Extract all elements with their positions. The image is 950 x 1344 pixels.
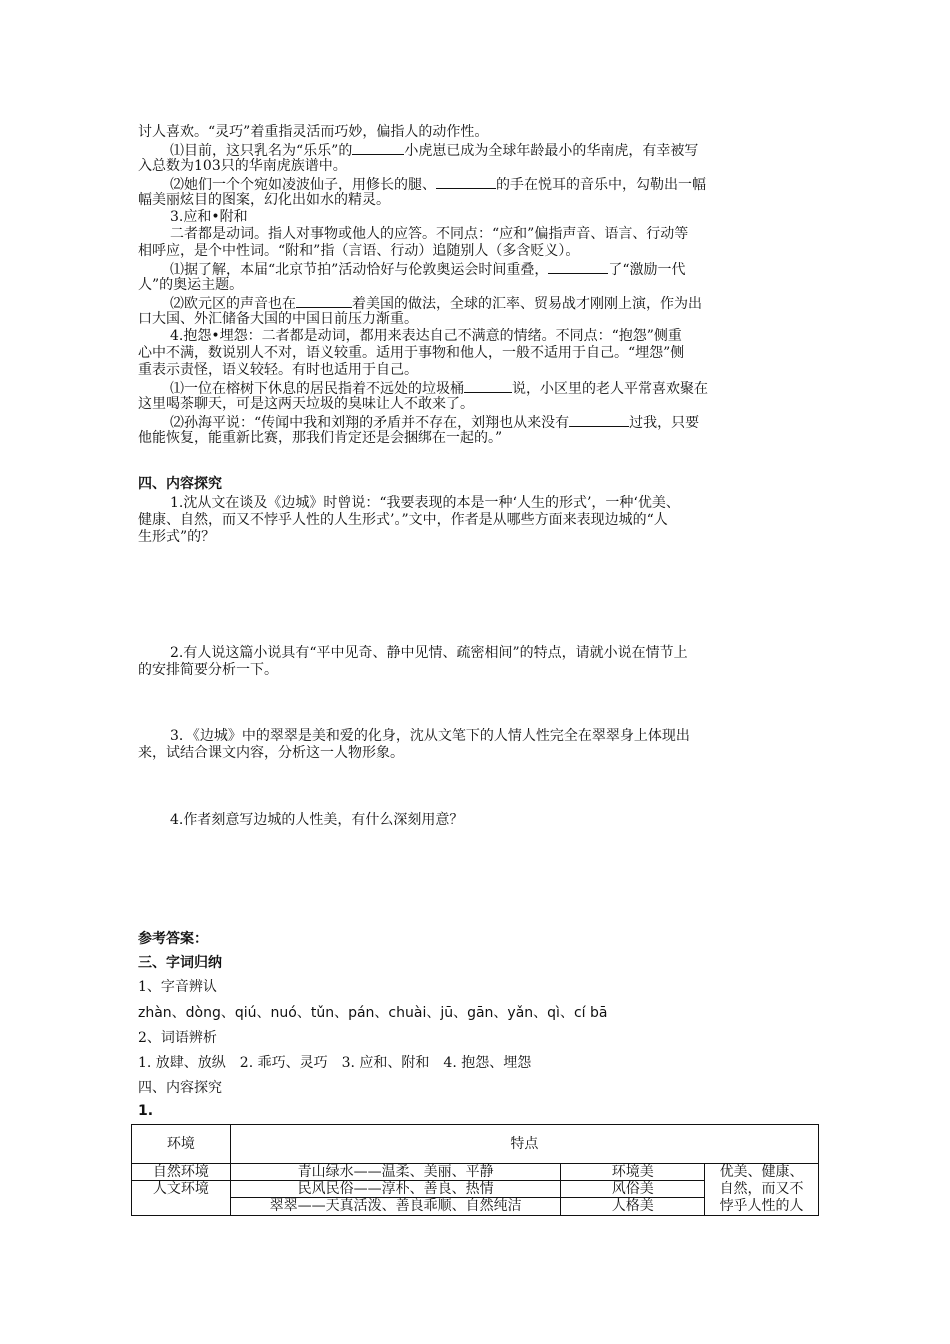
fill-blank[interactable]	[548, 260, 608, 274]
question-text: 4.作者刻意写边城的人性美，有什么深刻用意？	[170, 812, 464, 828]
text-line: 讨人喜欢。“灵巧”着重指灵活而巧妙，偏指人的动作性。	[138, 124, 489, 140]
answer-subheading: 1、字音辨认	[138, 979, 217, 995]
table-cell: 翠翠——天真活泼、善良乖顺、自然纯洁	[269, 1198, 522, 1214]
text-line: ⑵孙海平说：“传闻中我和刘翔的矛盾并不存在，刘翔也从来没有 过我，只要	[170, 415, 700, 431]
description-column	[230, 1164, 560, 1216]
fill-blank[interactable]	[464, 379, 512, 393]
word-answers: 1. 放肆、放纵 2. 乖巧、灵巧 3. 应和、附和 4. 抱怨、埋怨	[138, 1055, 532, 1071]
text-line: ⑴目前，这只乳名为“乐乐”的 小虎崽已成为全球年龄最小的华南虎，有幸被写	[170, 143, 699, 159]
answer-subheading: 四、内容探究	[138, 1080, 222, 1096]
table-header-features: 特点	[230, 1125, 818, 1164]
summary-line: 优美、健康、	[719, 1164, 804, 1180]
table-cell: 青山绿水——温柔、美丽、平静	[231, 1164, 560, 1181]
text-line: 入总数为103只的华南虎族谱中。	[138, 158, 347, 174]
summary-line: 悖乎人性的人	[719, 1198, 804, 1214]
question-text: 的安排简要分析一下。	[138, 662, 278, 678]
question-text: 2.有人说这篇小说具有“平中见奇、静中见情、疏密相间”的特点，请就小说在情节上	[170, 645, 688, 661]
question-text: 3．《边城》中的翠翠是美和爱的化身，沈从文笔下的人情人性完全在翠翠身上体现出	[170, 728, 690, 744]
question-text: 生形式”的？	[138, 529, 216, 545]
question-text: 1.沈从文在谈及《边城》时曾说：“我要表现的本是一种‘人生的形式’，一种‘优美、	[170, 495, 680, 511]
text-line: 人”的奥运主题。	[138, 277, 244, 293]
answers-title: 参考答案：	[138, 931, 208, 947]
answer-table	[131, 1124, 819, 1216]
text-line: 心中不满，数说别人不对，语义较重。适用于事物和他人，一般不适用于自己。“埋怨”侧	[138, 345, 685, 361]
question-text: 来，试结合课文内容，分析这一人物形象。	[138, 745, 404, 761]
summary-cell	[705, 1164, 819, 1216]
text-line: 他能恢复，能重新比赛，那我们肯定还是会捆绑在一起的。”	[138, 430, 503, 446]
answer-number: 1.	[138, 1103, 154, 1119]
text-line: ⑵欧元区的声音也在 着美国的做法，全球的汇率、贸易战才刚刚上演，作为出	[170, 296, 702, 312]
question-text: 健康、自然，而又不悖乎人性的人生形式’。”文中，作者是从哪些方面来表现边城的“人	[138, 512, 668, 528]
text-line: ⑴一位在榕树下休息的居民指着不远处的垃圾桶 说，小区里的老人平常喜欢聚在	[170, 381, 708, 397]
table-header-environment: 环境	[132, 1125, 231, 1164]
table-cell: 环境美	[561, 1164, 704, 1181]
answer-subheading: 2、词语辨析	[138, 1030, 217, 1046]
pinyin-answers: zhàn、dòng、qiú、nuó、tǔn、pán、chuài、jū、gān、yǎn、qì、cí bā	[138, 1005, 608, 1021]
table-cell: 风俗美	[561, 1181, 704, 1198]
text-line: ⑵她们一个个宛如凌波仙子，用修长的腿、 的手在悦耳的音乐中，勾勒出一幅	[170, 177, 706, 193]
section-subheading: 3.应和•附和	[170, 209, 248, 225]
fill-blank[interactable]	[352, 141, 404, 155]
answers-section-heading: 三、字词归纳	[138, 955, 222, 971]
text-line: 这里喝茶聊天，可是这两天垃圾的臭味让人不敢来了。	[138, 396, 474, 412]
text-line: 幅美丽炫目的图案，幻化出如水的精灵。	[138, 192, 390, 208]
text-line: 口大国、外汇储备大国的中国日前压力渐重。	[138, 311, 418, 327]
text-line: ⑴据了解，本届“北京节拍”活动恰好与伦敦奥运会时间重叠， 了“激励一代	[170, 262, 686, 278]
summary-line: 自然，而又不	[719, 1181, 804, 1197]
table-cell: 人格美	[611, 1198, 654, 1214]
fill-blank[interactable]	[569, 413, 629, 427]
beauty-column	[561, 1164, 705, 1216]
table-cell: 自然环境	[132, 1164, 230, 1181]
table-cell: 民风民俗——淳朴、善良、热情	[231, 1181, 560, 1198]
fill-blank[interactable]	[436, 175, 496, 189]
text-line: 二者都是动词。指人对事物或他人的应答。不同点：“应和”偏指声音、语言、行动等	[170, 226, 689, 242]
section-heading: 四、内容探究	[138, 476, 222, 492]
text-line: 4.抱怨•埋怨：二者都是动词，都用来表达自己不满意的情绪。不同点：“抱怨”侧重	[170, 328, 682, 344]
environment-column	[132, 1164, 231, 1216]
text-line: 相呼应，是个中性词。“附和”指（言语、行动）追随别人（多含贬义）。	[138, 243, 580, 259]
fill-blank[interactable]	[296, 294, 352, 308]
table-cell: 人文环境	[152, 1181, 209, 1197]
text-line: 重表示责怪，语义较轻。有时也适用于自己。	[138, 362, 418, 378]
